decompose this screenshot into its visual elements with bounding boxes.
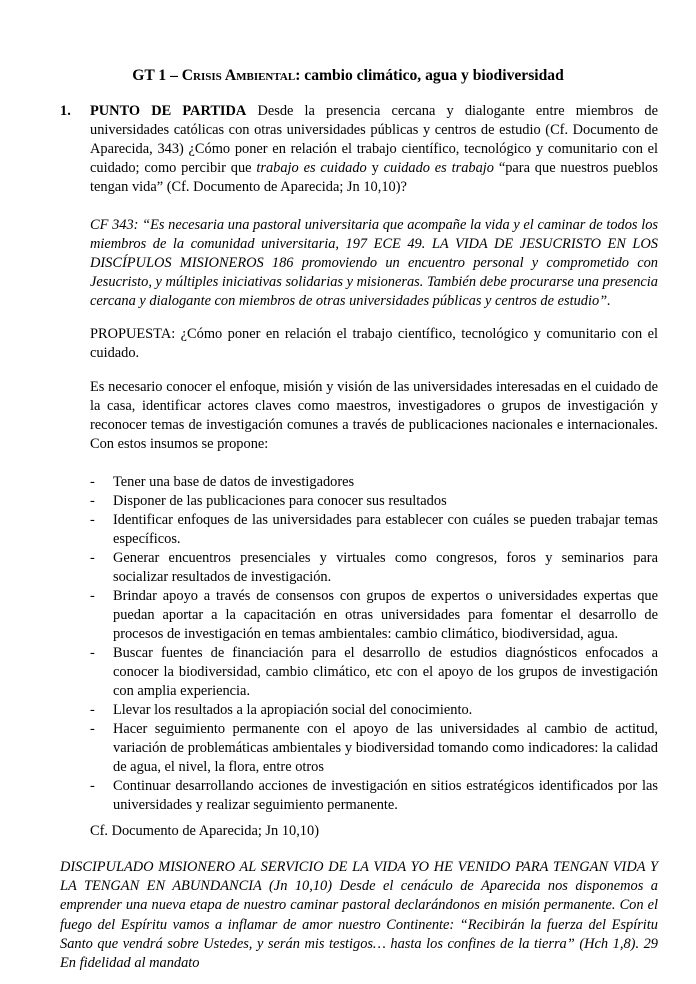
list-item-text: Hacer seguimiento permanente con el apoyo de las universidades al cambio de actitud, variación de problemáticas ambientales y biodiversidad tomando como indicadores: la calidad de agua, el nivel, la flora, entre otros bbox=[113, 721, 658, 775]
list-item bbox=[90, 549, 658, 587]
final-paragraph: DISCIPULADO MISIONERO AL SERVICIO DE LA VIDA YO HE VENIDO PARA TENGAN VIDA Y LA TENGAN EN ABUNDANCIA (Jn 10,10) Desde el cenáculo de Aparecida nos disponemos a emprender una nueva etapa de nuestro caminar pastoral declarándonos en misión permanente. Con el fuego del Espíritu vamos a inflamar de amor nuestro Continente: “Recibirán la fuerza del Espíritu Santo que vendrá sobre Ustedes, y serán mis testigos… hasta los confines de la tierra” (Hch 1,8). 29 En fidelidad al mandato bbox=[60, 859, 658, 972]
section1-text-c: “para que nuestros pueblos tengan vida” (Cf. Documento de Aparecida; Jn 10,10)? bbox=[90, 160, 658, 195]
bullet-dash: - bbox=[90, 721, 95, 737]
list-item bbox=[90, 777, 658, 815]
list-item-text: Tener una base de datos de investigadores bbox=[113, 474, 355, 490]
propuesta-paragraph: PROPUESTA: ¿Cómo poner en relación el trabajo científico, tecnológico y comunitario con el cuidado. bbox=[90, 326, 658, 361]
bullet-dash: - bbox=[90, 474, 95, 490]
list-item-text: Identificar enfoques de las universidades para establecer con cuáles se pueden trabajar temas específicos. bbox=[113, 512, 658, 547]
title-crisis: Crisis Ambiental bbox=[181, 67, 296, 84]
bullet-dash: - bbox=[90, 778, 95, 794]
list-item bbox=[90, 492, 658, 511]
proposal-list bbox=[90, 473, 658, 815]
title-gt: GT 1 – bbox=[132, 67, 182, 84]
list-item-text: Brindar apoyo a través de consensos con grupos de expertos o universidades expertas que puedan aportar a la capacitación en otras universidades para fomentar el desarrollo de procesos de investigación en temas ambientales: cambio climático, biodiversidad, agua. bbox=[113, 588, 658, 642]
bullet-dash: - bbox=[90, 493, 95, 509]
list-item-text: Llevar los resultados a la apropiación social del conocimiento. bbox=[113, 702, 473, 718]
list-item bbox=[90, 587, 658, 644]
list-item bbox=[90, 644, 658, 701]
list-item-text: Disponer de las publicaciones para conocer sus resultados bbox=[113, 493, 447, 509]
section1-italic-a: trabajo es cuidado bbox=[256, 160, 367, 176]
bullet-dash: - bbox=[90, 588, 95, 604]
cf343-quote: CF 343: “Es necesaria una pastoral universitaria que acompañe la vida y el caminar de todos los miembros de la comunidad universitaria, 197 ECE 49. LA VIDA DE JESUCRISTO EN LOS DISCÍPULOS MISIONEROS 186 promoviendo un encuentro personal y comprometido con Jesucristo, y múltiples iniciativas solidarias y misioneras. También debe procurarse una presencia cercana y dialogante con miembros de otras universidades públicas y centros de estudio”. bbox=[90, 217, 658, 309]
list-item bbox=[90, 701, 658, 720]
bullet-dash: - bbox=[90, 645, 95, 661]
intro-paragraph: Es necesario conocer el enfoque, misión y visión de las universidades interesadas en el cuidado de la casa, identificar actores claves como maestros, investigadores o grupos de investigación y reconocer temas de investigación comunes a través de publicaciones nacionales e internacionales. Con estos insumos se propone: bbox=[90, 379, 658, 452]
section1-text-a: Desde la presencia cercana y dialogante entre miembros de universidades católicas con otras universidades públicas y centros de estudio (Cf. Documento de Aparecida, 343) ¿Cómo poner en relación el trabajo científico, tecnológico y comunitario con el cuidado; como percibir que bbox=[90, 103, 659, 176]
section1-italic-b: cuidado es trabajo bbox=[383, 160, 494, 176]
title-rest: : cambio climático, agua y biodiversidad bbox=[295, 67, 564, 84]
cf-reference: Cf. Documento de Aparecida; Jn 10,10) bbox=[90, 823, 319, 839]
section-number: 1. bbox=[60, 103, 71, 119]
list-item-text: Buscar fuentes de financiación para el desarrollo de estudios diagnósticos enfocados a conocer la biodiversidad, cambio climático, etc con el apoyo de los grupos de investigación con amplia experiencia. bbox=[113, 645, 658, 699]
page-title bbox=[0, 66, 696, 86]
bullet-dash: - bbox=[90, 512, 95, 528]
list-item-text: Continuar desarrollando acciones de investigación en sitios estratégicos identificados por las universidades y realizar seguimiento permanente. bbox=[113, 778, 658, 813]
list-item bbox=[90, 473, 658, 492]
section1-paragraph bbox=[90, 102, 658, 197]
section1-heading: PUNTO DE PARTIDA bbox=[90, 103, 247, 119]
section1-text-b: y bbox=[366, 160, 384, 176]
bullet-dash: - bbox=[90, 550, 95, 566]
list-item-text: Generar encuentros presenciales y virtuales como congresos, foros y seminarios para socializar resultados de investigación. bbox=[113, 550, 658, 585]
list-item bbox=[90, 720, 658, 777]
bullet-dash: - bbox=[90, 702, 95, 718]
list-item bbox=[90, 511, 658, 549]
